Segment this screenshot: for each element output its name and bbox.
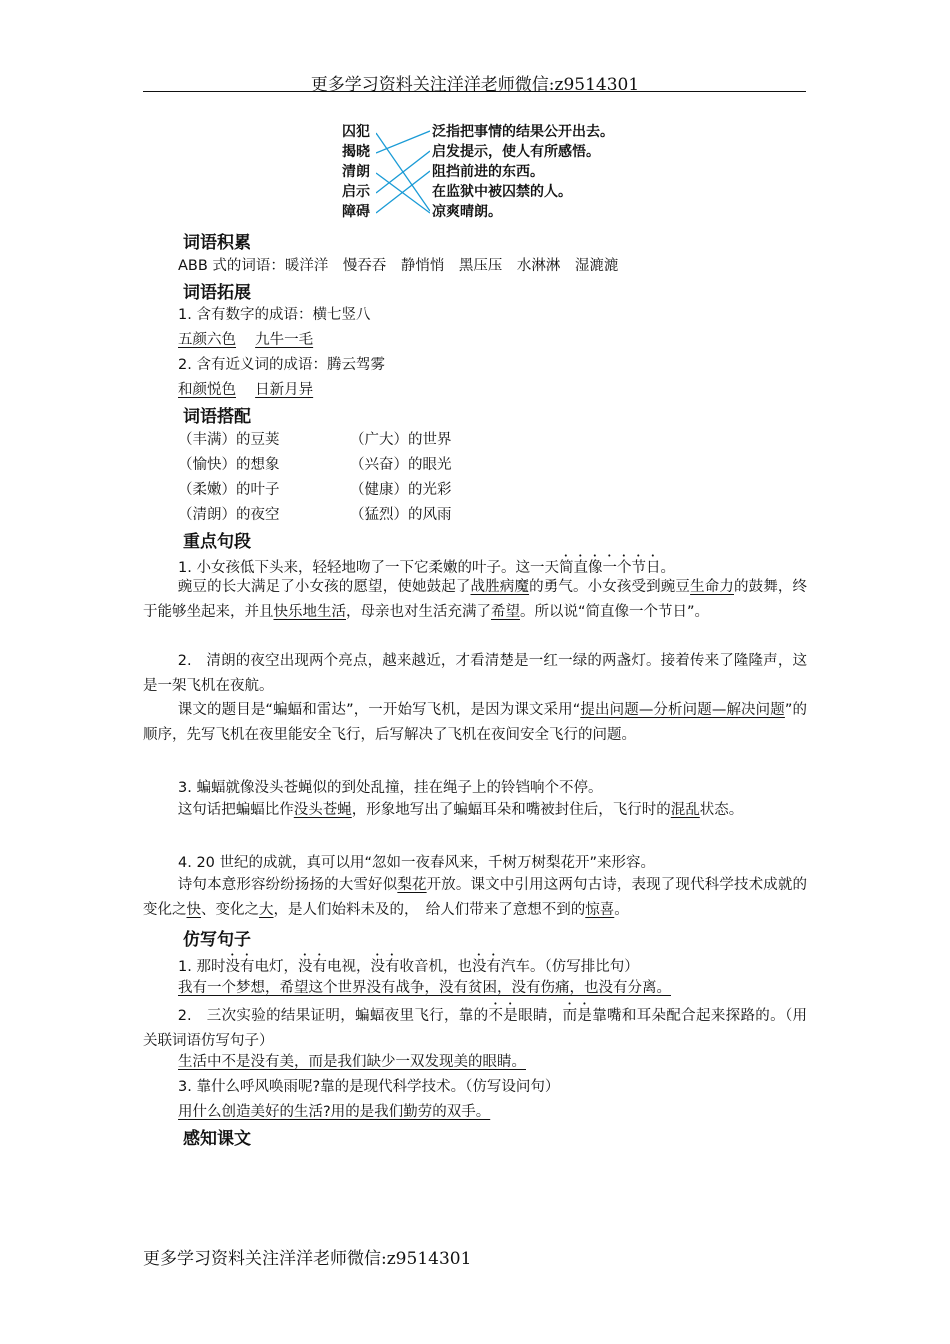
matching-right-item: 阻挡前进的东西。 <box>432 164 544 180</box>
text: 汽车。（仿写排比句） <box>500 959 639 975</box>
matching-left-item: 启示 <box>342 184 370 200</box>
text: 眼睛， <box>518 1008 563 1024</box>
key-sentence-1 <box>178 552 675 577</box>
key-sentence-text: 。 <box>660 560 675 576</box>
answer-idiom: 九牛一毛 <box>255 332 314 348</box>
section-title-collocation: 词语搭配 <box>183 407 251 427</box>
answer-idiom: 五颜六色 <box>178 332 236 348</box>
number-idiom-question: 1. 含有数字的成语：横七竖八 <box>178 307 371 323</box>
collocation-item: （丰满）的豆荚 <box>178 432 280 448</box>
section-title-expand: 词语拓展 <box>183 283 251 303</box>
imitate-question-2 <box>143 1000 807 1054</box>
emphasized-text: 没有 <box>370 959 400 975</box>
text: ，母亲也对生活充满了 <box>346 604 491 620</box>
text: 的鼓舞，终于能够坐起来，并且 <box>143 579 808 620</box>
header-rule <box>143 91 806 92</box>
emphasized-text: 没有 <box>225 959 255 975</box>
text: 状态。 <box>699 802 744 818</box>
key-sentence-3: 3. 蝙蝠就像没头苍蝇似的到处乱撞，挂在绳子上的铃铛响个不停。 <box>178 780 603 796</box>
matching-right-item: 在监狱中被囚禁的人。 <box>432 184 572 200</box>
matching-right-item: 泛指把事情的结果公开出去。 <box>432 124 614 140</box>
underlined-text: 生命力 <box>690 579 734 595</box>
matching-right-item: 凉爽晴朗。 <box>432 204 502 220</box>
underlined-text: 快乐地生活 <box>273 604 346 620</box>
match-line <box>376 151 430 193</box>
underlined-text: 没头苍蝇 <box>293 802 352 818</box>
emphasized-text: 不是 <box>488 1008 519 1024</box>
emphasized-text: 没有 <box>471 959 501 975</box>
matching-left-item: 障碍 <box>342 204 370 220</box>
text: 诗句本意形容纷纷扬扬的大雪好似 <box>177 877 398 893</box>
matching-right-item: 启发提示，使人有所感悟。 <box>432 144 600 160</box>
text: 靠嘴和耳朵配合起来探路的。（用关联词语仿写句子） <box>143 1008 808 1049</box>
text: 开放。课文中引用这两句古诗，表现了现代科学技术成就的变化之 <box>143 877 808 918</box>
collocation-item: （健康）的光彩 <box>350 482 452 498</box>
text: 收音机，也 <box>399 959 472 975</box>
collocation-item: （猛烈）的风雨 <box>350 507 452 523</box>
section-title-accumulate: 词语积累 <box>183 233 251 253</box>
text: ，是人们始料未及的， 给人们带来了意想不到的 <box>273 902 586 918</box>
underlined-text: 提出问题—分析问题—解决问题 <box>580 702 785 718</box>
section-title-perceive: 感知课文 <box>183 1129 251 1149</box>
text: 豌豆的长大满足了小女孩的愿望，使她鼓起了 <box>177 579 471 595</box>
collocation-item: （兴奋）的眼光 <box>350 457 452 473</box>
match-line-hidden <box>376 173 430 222</box>
imitate-question-1 <box>178 951 639 976</box>
underlined-text: 快 <box>186 902 201 918</box>
analysis-paragraph-4 <box>143 873 807 923</box>
analysis-paragraph-2 <box>143 698 807 748</box>
matching-left-item: 囚犯 <box>342 124 370 140</box>
text: 。 <box>614 902 629 918</box>
section-title-key-sentences: 重点句段 <box>183 532 251 552</box>
emphasized-text: 简直像一个节日 <box>558 560 661 576</box>
imitate-answer-3: 用什么创造美好的生活?用的是我们勤劳的双手。 <box>178 1104 491 1120</box>
text: 这句话把蝙蝠比作 <box>177 802 294 818</box>
page-header: 更多学习资料关注洋洋老师微信:z9514301 <box>310 75 640 95</box>
text: ，形象地写出了蝙蝠耳朵和嘴被封住后，飞行时的 <box>351 802 671 818</box>
key-sentence-2: 2. 清朗的夜空出现两个亮点，越来越近，才看清楚是一红一绿的两盏灯。接着传来了隆隆声，这是一架飞机在夜航。 <box>143 653 807 694</box>
abb-words-line: ABB 式的词语：暖洋洋 慢吞吞 静悄悄 黑压压 水淋淋 湿漉漉 <box>178 258 619 274</box>
section-title-imitate: 仿写句子 <box>183 930 251 950</box>
analysis-paragraph-3 <box>143 798 807 823</box>
collocation-item: （广大）的世界 <box>350 432 452 448</box>
text: 、变化之 <box>201 902 259 918</box>
text: 电灯， <box>254 959 298 975</box>
synonym-idiom-answers <box>178 378 313 399</box>
underlined-text: 战胜病魔 <box>470 579 530 595</box>
underlined-text: 大 <box>259 902 274 918</box>
key-sentence-4: 4. 20 世纪的成就，真可以用“忽如一夜春风来，千树万树梨花开”来形容。 <box>178 855 656 871</box>
synonym-idiom-question: 2. 含有近义词的成语：腾云驾雾 <box>178 357 385 373</box>
imitate-answer-1: 我有一个梦想，希望这个世界没有战争，没有贫困，没有伤痛，也没有分离。 <box>178 980 671 996</box>
collocation-item: （柔嫩）的叶子 <box>178 482 280 498</box>
number-idiom-answers <box>178 328 313 349</box>
emphasized-text: 没有 <box>297 959 327 975</box>
text: ”的顺序，先写飞机在夜里能安全飞行，后写解决了飞机在夜间安全飞行的问题。 <box>143 702 808 743</box>
text: 课文的题目是“蝙蝠和雷达”，一开始写飞机，是因为课文采用“ <box>177 702 581 718</box>
underlined-text: 惊喜 <box>585 902 615 918</box>
imitate-question-3: 3. 靠什么呼风唤雨呢?靠的是现代科学技术。（仿写设问句） <box>178 1079 560 1095</box>
analysis-paragraph-1 <box>143 575 807 625</box>
matching-left-item: 揭晓 <box>342 144 370 160</box>
text: 电视， <box>326 959 371 975</box>
page-footer: 更多学习资料关注洋洋老师微信:z9514301 <box>143 1249 472 1269</box>
matching-left-item: 清朗 <box>342 164 370 180</box>
collocation-item: （清朗）的夜空 <box>178 507 280 523</box>
text: 的勇气。小女孩受到豌豆 <box>529 579 691 595</box>
underlined-text: 希望 <box>491 604 520 620</box>
collocation-item: （愉快）的想象 <box>178 457 280 473</box>
matching-lines <box>376 122 430 222</box>
underlined-text: 混乱 <box>670 802 700 818</box>
answer-idiom: 和颜悦色 <box>178 382 236 398</box>
key-sentence-text: 1. 小女孩低下头来，轻轻地吻了一下它柔嫩的叶子。这一天 <box>178 560 559 576</box>
answer-idiom: 日新月异 <box>255 382 314 398</box>
text: 2. 三次实验的结果证明，蝙蝠夜里飞行，靠的 <box>177 1008 489 1024</box>
text: 。所以说“简直像一个节日”。 <box>520 604 710 620</box>
text: 1. 那时 <box>178 959 226 975</box>
emphasized-text: 而是 <box>562 1008 593 1024</box>
match-line <box>376 131 430 153</box>
underlined-text: 梨花 <box>397 877 427 893</box>
imitate-answer-2: 生活中不是没有美，而是我们缺少一双发现美的眼睛。 <box>178 1054 526 1070</box>
matching-right-column <box>432 122 614 222</box>
matching-left-column <box>342 122 370 222</box>
